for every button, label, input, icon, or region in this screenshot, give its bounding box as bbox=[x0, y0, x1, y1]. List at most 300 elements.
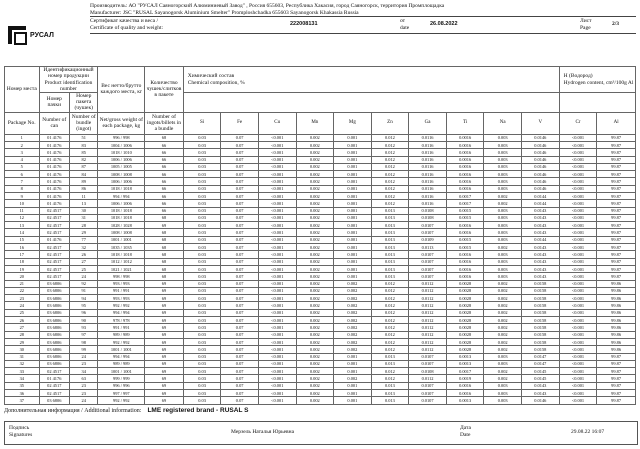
table-cell: 02 4517 bbox=[39, 222, 69, 229]
table-cell: 0.0143 bbox=[521, 265, 559, 272]
table-cell: 69 bbox=[145, 346, 184, 353]
table-cell: <0.001 bbox=[559, 397, 597, 404]
composition-table bbox=[4, 66, 636, 405]
table-cell: 0.0112 bbox=[409, 295, 447, 302]
table-cell: 0.002 bbox=[296, 280, 334, 287]
table-cell: 0.0116 bbox=[409, 192, 447, 199]
table-row bbox=[5, 338, 636, 345]
table-cell: 0.003 bbox=[484, 360, 522, 367]
table-cell: 0.07 bbox=[221, 375, 259, 382]
table-cell: <0.001 bbox=[559, 207, 597, 214]
table-cell: 0.003 bbox=[484, 258, 522, 265]
table-cell: 1021 / 1021 bbox=[98, 265, 145, 272]
table-cell: 0.03 bbox=[183, 302, 221, 309]
table-cell: 0.002 bbox=[334, 331, 372, 338]
table-cell: 84 bbox=[70, 171, 98, 178]
table-cell: 0.001 bbox=[334, 273, 372, 280]
table-cell: 1001 / 1001 bbox=[98, 368, 145, 375]
table-cell: 0.013 bbox=[371, 382, 409, 389]
table-cell: 69 bbox=[145, 287, 184, 294]
table-cell: 0.03 bbox=[183, 338, 221, 345]
table-cell: 0.002 bbox=[296, 375, 334, 382]
table-cell: <0.001 bbox=[559, 302, 597, 309]
table-cell: 66 bbox=[145, 200, 184, 207]
table-cell: 0.013 bbox=[371, 273, 409, 280]
table-cell: 0.002 bbox=[296, 324, 334, 331]
table-cell: 996 / 996 bbox=[98, 382, 145, 389]
table-cell: 0.0015 bbox=[446, 244, 484, 251]
table-cell: 0.012 bbox=[371, 302, 409, 309]
table-cell: 29 bbox=[70, 229, 98, 236]
table-row bbox=[5, 331, 636, 338]
table-cell: <0.001 bbox=[559, 331, 597, 338]
table-row bbox=[5, 134, 636, 141]
table-cell: 69 bbox=[145, 338, 184, 345]
table-cell: 0.07 bbox=[221, 192, 259, 199]
table-cell: 0.0112 bbox=[409, 324, 447, 331]
table-cell: <0.001 bbox=[559, 273, 597, 280]
table-cell: 0.001 bbox=[334, 258, 372, 265]
table-cell: 0.001 bbox=[334, 236, 372, 243]
rusal-logo-icon bbox=[6, 24, 28, 46]
table-cell: 99.87 bbox=[597, 207, 636, 214]
table-cell: 993 / 993 bbox=[98, 295, 145, 302]
table-cell: <0.001 bbox=[559, 338, 597, 345]
table-cell: <0.001 bbox=[258, 287, 296, 294]
table-cell: 35 bbox=[5, 382, 40, 389]
table-cell: 99.87 bbox=[597, 171, 636, 178]
table-cell: 0.07 bbox=[221, 317, 259, 324]
table-cell: 0.03 bbox=[183, 251, 221, 258]
table-row bbox=[5, 141, 636, 148]
table-cell: 0.002 bbox=[296, 185, 334, 192]
table-cell: 99.86 bbox=[597, 324, 636, 331]
table-cell: 0.013 bbox=[371, 251, 409, 258]
table-cell: 0.001 bbox=[334, 141, 372, 148]
table-cell: 0.012 bbox=[371, 141, 409, 148]
table-cell: 12 bbox=[5, 214, 40, 221]
table-cell: 03 6806 bbox=[39, 295, 69, 302]
table-cell: 01 4176 bbox=[39, 141, 69, 148]
table-cell: 0.0143 bbox=[521, 382, 559, 389]
table-cell: 24 bbox=[70, 397, 98, 404]
col-weight: Вес нетто/брутто каждого места, кг bbox=[100, 83, 143, 96]
table-cell: 0.002 bbox=[334, 324, 372, 331]
table-cell: 0.03 bbox=[183, 222, 221, 229]
table-cell: 0.0016 bbox=[446, 265, 484, 272]
table-cell: 0.002 bbox=[296, 149, 334, 156]
table-cell: 0.0144 bbox=[521, 200, 559, 207]
table-cell: <0.001 bbox=[258, 244, 296, 251]
table-cell: 99.87 bbox=[597, 200, 636, 207]
table-cell: 0.003 bbox=[484, 207, 522, 214]
table-cell: 0.0147 bbox=[521, 360, 559, 367]
table-cell: 02 4517 bbox=[39, 244, 69, 251]
table-cell: 36 bbox=[5, 390, 40, 397]
table-cell: 0.001 bbox=[334, 229, 372, 236]
table-cell: <0.001 bbox=[258, 346, 296, 353]
table-cell: 99.86 bbox=[597, 280, 636, 287]
table-cell: <0.001 bbox=[258, 251, 296, 258]
table-cell: 95 bbox=[70, 302, 98, 309]
table-cell: 32 bbox=[70, 244, 98, 251]
table-cell: 34 bbox=[70, 368, 98, 375]
table-cell: <0.001 bbox=[258, 141, 296, 148]
table-cell: 01 4176 bbox=[39, 192, 69, 199]
table-cell: 0.0112 bbox=[409, 302, 447, 309]
table-cell: 0.012 bbox=[371, 368, 409, 375]
table-row bbox=[5, 185, 636, 192]
table-cell: 34 bbox=[5, 375, 40, 382]
table-cell: 0.012 bbox=[371, 178, 409, 185]
cert-date: 26.08.2022 bbox=[430, 21, 458, 27]
table-cell: <0.001 bbox=[559, 317, 597, 324]
table-cell: 0.002 bbox=[296, 251, 334, 258]
table-cell: 0.03 bbox=[183, 280, 221, 287]
table-cell: 0.0143 bbox=[521, 222, 559, 229]
table-cell: 0.013 bbox=[371, 265, 409, 272]
table-cell: <0.001 bbox=[258, 207, 296, 214]
table-cell: 0.001 bbox=[334, 251, 372, 258]
table-cell: <0.001 bbox=[258, 222, 296, 229]
table-cell: 0.012 bbox=[371, 200, 409, 207]
table-cell: 0.002 bbox=[484, 346, 522, 353]
table-cell: 0.003 bbox=[484, 222, 522, 229]
table-cell: 0.003 bbox=[484, 390, 522, 397]
table-cell: <0.001 bbox=[258, 382, 296, 389]
table-cell: 0.002 bbox=[334, 302, 372, 309]
element-placeholder bbox=[183, 93, 559, 113]
table-cell: 69 bbox=[145, 397, 184, 404]
table-cell: 0.002 bbox=[484, 368, 522, 375]
table-cell: 0.003 bbox=[484, 236, 522, 243]
table-cell: 0.012 bbox=[371, 156, 409, 163]
table-cell: 0.0112 bbox=[409, 338, 447, 345]
table-cell: 69 bbox=[145, 324, 184, 331]
table-row bbox=[5, 375, 636, 382]
table-cell: <0.001 bbox=[559, 353, 597, 360]
table-cell: 1028 / 1028 bbox=[98, 222, 145, 229]
table-cell: 99.87 bbox=[597, 265, 636, 272]
table-cell: 0.002 bbox=[296, 390, 334, 397]
table-cell: 992 / 992 bbox=[98, 302, 145, 309]
table-cell: 8 bbox=[5, 185, 40, 192]
table-cell: 0.03 bbox=[183, 273, 221, 280]
table-cell: 99.87 bbox=[597, 273, 636, 280]
table-cell: 0.002 bbox=[296, 360, 334, 367]
table-cell: 0.03 bbox=[183, 382, 221, 389]
table-row bbox=[5, 236, 636, 243]
table-cell: 0.0013 bbox=[446, 360, 484, 367]
table-cell: 86 bbox=[70, 185, 98, 192]
table-cell: 69 bbox=[145, 295, 184, 302]
table-cell: 0.0016 bbox=[446, 149, 484, 156]
table-cell: 0.013 bbox=[371, 244, 409, 251]
table-cell: 0.002 bbox=[484, 324, 522, 331]
table-cell: 0.002 bbox=[484, 192, 522, 199]
signature-box bbox=[4, 421, 638, 445]
table-cell: <0.001 bbox=[258, 302, 296, 309]
table-cell: 92 bbox=[70, 280, 98, 287]
table-cell: 0.001 bbox=[334, 171, 372, 178]
table-row bbox=[5, 353, 636, 360]
table-cell: 24 bbox=[70, 273, 98, 280]
table-cell: <0.001 bbox=[258, 295, 296, 302]
table-cell: 5 bbox=[5, 163, 40, 170]
table-cell: 0.013 bbox=[371, 353, 409, 360]
table-cell: 0.07 bbox=[221, 185, 259, 192]
table-cell: 0.0158 bbox=[521, 331, 559, 338]
table-cell: 0.002 bbox=[334, 338, 372, 345]
table-cell: 0.0158 bbox=[521, 287, 559, 294]
table-cell: 0.0158 bbox=[521, 317, 559, 324]
table-cell: <0.001 bbox=[258, 229, 296, 236]
col-qty: Количество чушек/слитков в пакете bbox=[146, 80, 182, 99]
table-cell: 994 / 994 bbox=[98, 309, 145, 316]
table-cell: 02 4517 bbox=[39, 265, 69, 272]
table-cell: 02 4517 bbox=[39, 214, 69, 221]
table-row bbox=[5, 265, 636, 272]
table-cell: 0.0028 bbox=[446, 280, 484, 287]
table-cell: 1008 / 1008 bbox=[98, 229, 145, 236]
table-cell: 0.07 bbox=[221, 229, 259, 236]
table-cell: 0.0107 bbox=[409, 222, 447, 229]
table-cell: 9 bbox=[5, 192, 40, 199]
table-row bbox=[5, 302, 636, 309]
table-cell: 03 6806 bbox=[39, 287, 69, 294]
table-cell: 999 / 999 bbox=[98, 375, 145, 382]
table-cell: 0.002 bbox=[334, 280, 372, 287]
table-cell: 0.0107 bbox=[409, 229, 447, 236]
table-cell: 0.002 bbox=[296, 171, 334, 178]
table-cell: 0.0016 bbox=[446, 390, 484, 397]
table-cell: 13 bbox=[5, 222, 40, 229]
table-cell: <0.001 bbox=[559, 360, 597, 367]
brand-name: РУСАЛ bbox=[30, 32, 54, 39]
table-cell: 90 bbox=[70, 317, 98, 324]
table-cell: 22 bbox=[5, 287, 40, 294]
table-cell: 0.03 bbox=[183, 353, 221, 360]
table-cell: 0.07 bbox=[221, 214, 259, 221]
element-si: Si bbox=[183, 112, 221, 134]
table-cell: 0.012 bbox=[371, 171, 409, 178]
table-cell: 99.87 bbox=[597, 149, 636, 156]
table-cell: <0.001 bbox=[559, 295, 597, 302]
table-cell: 27 bbox=[70, 258, 98, 265]
table-cell: 51 bbox=[70, 134, 98, 141]
table-cell: 0.013 bbox=[371, 222, 409, 229]
table-cell: 0.03 bbox=[183, 185, 221, 192]
table-cell: 15 bbox=[5, 236, 40, 243]
table-cell: 0.003 bbox=[484, 141, 522, 148]
table-cell: 21 bbox=[5, 280, 40, 287]
table-cell: 0.0015 bbox=[446, 214, 484, 221]
table-cell: 994 / 994 bbox=[98, 192, 145, 199]
table-cell: 0.003 bbox=[484, 265, 522, 272]
table-cell: 99.86 bbox=[597, 295, 636, 302]
table-cell: 0.002 bbox=[484, 280, 522, 287]
table-cell: <0.001 bbox=[258, 317, 296, 324]
table-cell: 0.002 bbox=[296, 163, 334, 170]
table-cell: 91 bbox=[70, 287, 98, 294]
table-cell: 0.002 bbox=[296, 368, 334, 375]
table-cell: 0.0016 bbox=[446, 185, 484, 192]
table-cell: 27 bbox=[5, 324, 40, 331]
table-cell: <0.001 bbox=[258, 324, 296, 331]
table-cell: 0.0107 bbox=[409, 390, 447, 397]
table-cell: <0.001 bbox=[258, 331, 296, 338]
table-cell: 0.002 bbox=[484, 331, 522, 338]
table-cell: 0.0158 bbox=[521, 324, 559, 331]
table-cell: 0.0112 bbox=[409, 331, 447, 338]
table-cell: <0.001 bbox=[258, 163, 296, 170]
table-cell: 1006 / 1006 bbox=[98, 156, 145, 163]
table-cell: 0.001 bbox=[334, 390, 372, 397]
table-cell: 1 bbox=[5, 134, 40, 141]
table-cell: 0.0112 bbox=[409, 309, 447, 316]
table-cell: <0.001 bbox=[258, 156, 296, 163]
col-pack-number: Номер пачки bbox=[46, 96, 62, 109]
table-cell: 66 bbox=[145, 163, 184, 170]
table-cell: 23 bbox=[70, 360, 98, 367]
table-cell: 0.0016 bbox=[446, 134, 484, 141]
table-cell: 0.002 bbox=[296, 207, 334, 214]
table-cell: 0.001 bbox=[334, 163, 372, 170]
table-cell: <0.001 bbox=[559, 171, 597, 178]
table-cell: <0.001 bbox=[258, 178, 296, 185]
table-cell: 0.07 bbox=[221, 295, 259, 302]
table-cell: 0.0028 bbox=[446, 287, 484, 294]
table-cell: 03 6806 bbox=[39, 360, 69, 367]
table-row bbox=[5, 200, 636, 207]
table-cell: 0.0108 bbox=[409, 368, 447, 375]
col-ident-en: Product identification number bbox=[44, 79, 93, 92]
table-cell: 25 bbox=[70, 265, 98, 272]
table-cell: 0.03 bbox=[183, 134, 221, 141]
table-cell: 0.0107 bbox=[409, 397, 447, 404]
table-cell: 02 4517 bbox=[39, 382, 69, 389]
table-cell: 0.0116 bbox=[409, 141, 447, 148]
table-cell: 0.012 bbox=[371, 331, 409, 338]
table-cell: 0.0016 bbox=[446, 178, 484, 185]
table-cell: <0.001 bbox=[258, 171, 296, 178]
table-cell: 0.07 bbox=[221, 382, 259, 389]
table-cell: 0.003 bbox=[484, 382, 522, 389]
table-cell: 0.03 bbox=[183, 244, 221, 251]
table-cell: 0.0017 bbox=[446, 192, 484, 199]
table-cell: 0.0028 bbox=[446, 302, 484, 309]
table-cell: 0.07 bbox=[221, 171, 259, 178]
table-cell: 99.87 bbox=[597, 360, 636, 367]
table-cell: 0.07 bbox=[221, 207, 259, 214]
table-cell: 11 bbox=[5, 207, 40, 214]
col-weight-en: Net/gross weight of each package, kg bbox=[98, 112, 145, 134]
table-cell: 99 bbox=[70, 346, 98, 353]
table-cell: 3 bbox=[5, 149, 40, 156]
table-cell: 01 4176 bbox=[39, 156, 69, 163]
element-ti: Ti bbox=[446, 112, 484, 134]
table-cell: 69 bbox=[145, 390, 184, 397]
table-cell: 0.0013 bbox=[446, 353, 484, 360]
table-cell: 93 bbox=[70, 324, 98, 331]
table-cell: 23 bbox=[70, 390, 98, 397]
table-cell: 0.03 bbox=[183, 171, 221, 178]
table-cell: 1018 / 1018 bbox=[98, 251, 145, 258]
table-cell: 0.03 bbox=[183, 295, 221, 302]
table-cell: 99.86 bbox=[597, 331, 636, 338]
table-cell: 0.001 bbox=[334, 192, 372, 199]
table-cell: 0.012 bbox=[371, 149, 409, 156]
table-cell: 0.002 bbox=[334, 287, 372, 294]
table-cell: 0.012 bbox=[371, 185, 409, 192]
table-cell: 0.003 bbox=[484, 134, 522, 141]
table-cell: 0.0116 bbox=[409, 149, 447, 156]
manufacturer-ru: Производитель: АО "РУСАЛ Саяногорский Алюминиевый Завод" , Россия 655603, Республика Хакасия, город Саяногорск, территория Промплощадка bbox=[90, 3, 445, 9]
table-row bbox=[5, 273, 636, 280]
table-cell: 0.002 bbox=[334, 309, 372, 316]
table-cell: 03 6806 bbox=[39, 353, 69, 360]
table-cell: 0.002 bbox=[296, 222, 334, 229]
table-cell: <0.001 bbox=[258, 309, 296, 316]
table-cell: 66 bbox=[145, 185, 184, 192]
table-cell: 99.87 bbox=[597, 244, 636, 251]
sign-date: 29.08.22 16:07 bbox=[571, 429, 605, 435]
table-cell: 0.07 bbox=[221, 346, 259, 353]
table-cell: 0.001 bbox=[334, 360, 372, 367]
table-cell: 01 4176 bbox=[39, 163, 69, 170]
col-qty-en: Number of ingots/billets in a bundle bbox=[145, 112, 184, 134]
col-bundle-number: Номер пакета (чушек) bbox=[74, 93, 93, 112]
table-cell: 01 4176 bbox=[39, 375, 69, 382]
table-cell: 0.0107 bbox=[409, 273, 447, 280]
table-cell: 0.07 bbox=[221, 331, 259, 338]
table-cell: 996 / 998 bbox=[98, 134, 145, 141]
table-cell: 0.002 bbox=[296, 295, 334, 302]
table-cell: 1018 / 1018 bbox=[98, 185, 145, 192]
table-cell: <0.001 bbox=[258, 360, 296, 367]
table-cell: 0.03 bbox=[183, 207, 221, 214]
table-cell: 0.012 bbox=[371, 346, 409, 353]
table-cell: 0.03 bbox=[183, 390, 221, 397]
table-cell: 02 4517 bbox=[39, 207, 69, 214]
table-cell: 30 bbox=[70, 207, 98, 214]
table-cell: 24 bbox=[70, 353, 98, 360]
table-cell: 0.0146 bbox=[521, 149, 559, 156]
table-cell: 0.0158 bbox=[521, 302, 559, 309]
table-cell: 0.003 bbox=[484, 171, 522, 178]
table-cell: 99.86 bbox=[597, 338, 636, 345]
table-row bbox=[5, 163, 636, 170]
col-bundle-en: Number of bundle (ingot) bbox=[70, 112, 98, 134]
table-cell: 0.002 bbox=[484, 317, 522, 324]
table-cell: 0.0107 bbox=[409, 251, 447, 258]
table-cell: 0.0017 bbox=[446, 200, 484, 207]
table-cell: 77 bbox=[70, 236, 98, 243]
table-cell: 0.03 bbox=[183, 192, 221, 199]
table-cell: 0.003 bbox=[484, 178, 522, 185]
table-cell: <0.001 bbox=[559, 382, 597, 389]
table-cell: 0.001 bbox=[334, 353, 372, 360]
table-cell: 0.002 bbox=[334, 317, 372, 324]
table-cell: 0.03 bbox=[183, 265, 221, 272]
table-cell: 0.003 bbox=[484, 251, 522, 258]
table-cell: 0.07 bbox=[221, 141, 259, 148]
table-cell: 0.03 bbox=[183, 397, 221, 404]
table-cell: 0.0028 bbox=[446, 309, 484, 316]
table-cell: <0.001 bbox=[258, 214, 296, 221]
table-cell: 0.07 bbox=[221, 156, 259, 163]
table-cell: <0.001 bbox=[559, 163, 597, 170]
